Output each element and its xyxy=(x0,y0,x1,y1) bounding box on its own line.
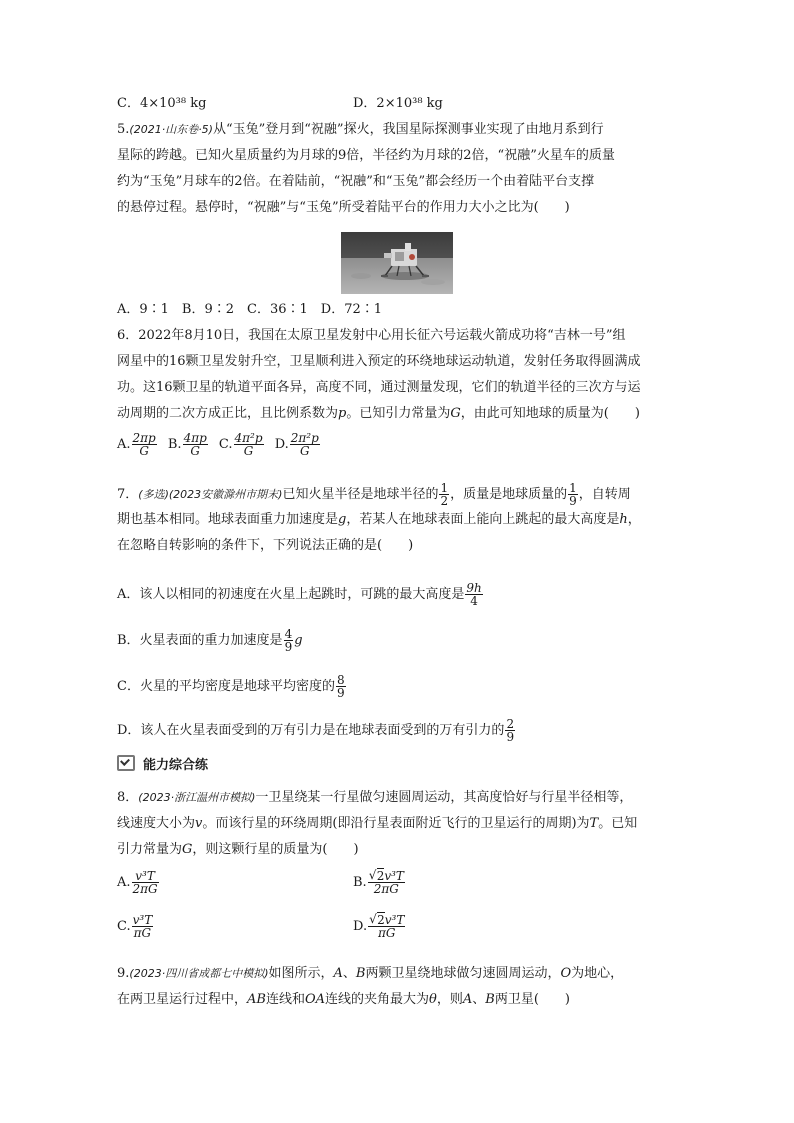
fraction: $\frac{1}{2}$ xyxy=(440,481,449,508)
var-G: G xyxy=(182,842,193,857)
q8-line-3 xyxy=(117,840,359,860)
fraction: $\frac{4\pi p}{G}$ xyxy=(183,431,207,458)
q6-line-1: 6．2022年8月10日，我国在太原卫星发射中心用长征六号运载火箭成功将“吉林一号”组 xyxy=(117,328,626,343)
question-source: (2023·四川省成都七中模拟) xyxy=(129,967,269,980)
q8-text: 。已知 xyxy=(598,816,638,831)
var-g: g xyxy=(294,633,303,648)
fraction: $\frac{\text{v³T}}{\pi G}$ xyxy=(132,913,153,940)
fraction: $\frac{8}{9}$ xyxy=(336,673,345,700)
q8-option-c xyxy=(117,914,154,939)
q9-line-1 xyxy=(117,964,623,984)
fraction: $\frac{\text{4π²p}}{G}$ xyxy=(234,431,263,458)
fraction: $\frac{\text{v³T}}{2\pi G}$ xyxy=(132,869,158,896)
var-G: G xyxy=(450,406,461,421)
q9-text: 两颗卫星绕地球做匀速圆周运动， xyxy=(365,966,561,981)
q9-text: 两卫星( ) xyxy=(494,992,571,1007)
q7-line-2 xyxy=(117,510,641,530)
q7-option-d xyxy=(117,718,516,743)
q5-options: A．9∶1 B．9∶2 C．36∶1 D．72∶1 xyxy=(117,302,383,317)
var-T: T xyxy=(589,816,599,831)
fraction: $\frac{1}{9}$ xyxy=(569,481,577,508)
q7-text: ，自转周 xyxy=(578,487,631,502)
option-label: A. xyxy=(117,875,131,890)
q9-text: 连线的夹角最大为 xyxy=(325,992,430,1007)
q6-line-3: 功。这16颗卫星的轨道平面各异，高度不同，通过测量发现，它们的轨道半径的三次方与运 xyxy=(117,380,641,395)
q8-option-a xyxy=(117,870,160,895)
question-source: (2023安徽滁州市期末) xyxy=(168,488,283,501)
q8-line-1 xyxy=(117,788,632,808)
q6-line-2: 网星中的16颗卫星发射升空，卫星顺利进入预定的环绕地球运动轨道，发射任务取得圆满成 xyxy=(117,354,641,369)
lunar-rover-photo xyxy=(341,232,453,294)
option-text: B．火星表面的重力加速度是 xyxy=(117,633,283,648)
fraction: $\frac{2}{9}$ xyxy=(506,717,515,744)
q8-option-b xyxy=(353,870,406,895)
option-text: D．该人在火星表面受到的万有引力是在地球表面受到的万有引力的 xyxy=(117,723,505,738)
q8-option-d xyxy=(353,914,406,939)
fraction: $\frac{4}{9}$ xyxy=(284,627,293,654)
option-label: D. xyxy=(353,919,368,934)
q9-text: 在两卫星运行过程中， xyxy=(117,992,248,1007)
q8-line-2 xyxy=(117,814,637,834)
var-g: g xyxy=(338,512,347,527)
q7-text: 期也基本相同。地球表面重力加速度是 xyxy=(117,512,339,527)
q7-text: ，若某人在地球表面上能向上跳起的最大高度是 xyxy=(346,512,620,527)
var-O: O xyxy=(560,966,572,981)
var-A: A xyxy=(462,992,473,1007)
option-label: A. xyxy=(117,437,131,452)
q6-text: ，由此可知地球的质量为( ) xyxy=(460,406,640,421)
var-B: B xyxy=(355,966,366,981)
q6-line-4 xyxy=(117,404,640,424)
option-label: B. xyxy=(353,875,367,890)
question-number: 8． xyxy=(117,790,139,805)
question-number: 5. xyxy=(117,122,130,137)
fraction: √ $\frac{\text{2v³T}}{\pi G}$ xyxy=(368,914,405,939)
q7-option-a xyxy=(117,582,484,607)
q7-text: ， xyxy=(627,512,641,527)
fraction: √ $\frac{\text{2v³T}}{2\pi G}$ xyxy=(368,870,405,895)
var-OA: OA xyxy=(304,992,326,1007)
option-label: C. xyxy=(218,437,233,452)
q6-text: 。已知引力常量为 xyxy=(346,406,451,421)
q7-option-c xyxy=(117,674,347,699)
q6-text: 动周期的二次方成正比，且比例系数为 xyxy=(117,406,339,421)
var-A: A xyxy=(333,966,343,981)
q9-text: ，则 xyxy=(436,992,463,1007)
q8-text: 。而该行星的环绕周期(即沿行星表面附近飞行的卫星运行的周期)为 xyxy=(202,816,590,831)
option-text: C．火星的平均密度是地球平均密度的 xyxy=(117,679,335,694)
question-number: 9. xyxy=(117,966,130,981)
q7-text: 已知火星半径是地球半径的 xyxy=(282,487,439,502)
q8-text: ，则这颗行星的质量为( ) xyxy=(192,842,359,857)
fraction: $\frac{9h}{4}$ xyxy=(466,581,482,608)
q9-text: 连线和 xyxy=(265,992,305,1007)
var-AB: AB xyxy=(247,992,266,1007)
q9-text: 、 xyxy=(342,966,356,981)
var-B: B xyxy=(485,992,495,1007)
option-text: A．该人以相同的初速度在火星上起跳时，可跳的最大高度是 xyxy=(117,587,465,602)
q9-text: 、 xyxy=(472,992,486,1007)
question-source: (2023·浙江温州市模拟) xyxy=(138,791,256,804)
q8-text: 线速度大小为 xyxy=(117,816,196,831)
option-label: C. xyxy=(117,919,131,934)
option-label: D. xyxy=(274,437,289,452)
q9-text: 为地心， xyxy=(571,966,624,981)
var-v: v xyxy=(195,816,203,831)
q5-text: 从“玉兔”登月到“祝融”探火，我国星际探测事业实现了由地月系到行 xyxy=(212,122,604,137)
var-theta: θ xyxy=(429,992,437,1007)
question-number: 7． xyxy=(117,487,139,502)
q7-text: ，质量是地球质量的 xyxy=(450,487,568,502)
q8-text: 一卫星绕某一行星做匀速圆周运动，其高度恰好与行星半径相等， xyxy=(255,790,633,805)
q4-option-c: C．4×10³⁸ kg xyxy=(117,96,207,111)
question-tag: (多选) xyxy=(138,488,169,501)
q9-text: 如图所示， xyxy=(268,966,334,981)
section-heading xyxy=(117,754,208,773)
q6-options xyxy=(117,432,321,457)
question-source: (2021·山东卷·5) xyxy=(129,123,213,136)
q5-line-3: 约为“玉兔”月球车的2倍。在着陆前，“祝融”和“玉兔”都会经历一个由着陆平台支撑 xyxy=(117,174,595,189)
section-title: 能力综合练 xyxy=(143,758,209,773)
q9-line-2 xyxy=(117,990,570,1010)
checkmark-box-icon xyxy=(117,755,135,771)
q4-option-d: D．2×10³⁸ kg xyxy=(353,96,443,111)
q5-line-1 xyxy=(117,120,604,140)
option-label: B. xyxy=(167,437,182,452)
fraction: $\frac{2\pi p}{G}$ xyxy=(132,431,156,458)
fraction: $\frac{\text{2π²p}}{G}$ xyxy=(290,431,319,458)
q5-line-4: 的悬停过程。悬停时，“祝融”与“玉兔”所受着陆平台的作用力大小之比为( ) xyxy=(117,200,570,215)
q7-line-1 xyxy=(117,482,631,507)
var-h: h xyxy=(619,512,628,527)
q7-line-3: 在忽略自转影响的条件下，下列说法正确的是( ) xyxy=(117,538,414,553)
q7-option-b xyxy=(117,628,303,653)
q8-text: 引力常量为 xyxy=(117,842,183,857)
q5-line-2: 星际的跨越。已知火星质量约为月球的9倍，半径约为月球的2倍，“祝融”火星车的质量 xyxy=(117,148,615,163)
var-p: p xyxy=(338,406,347,421)
